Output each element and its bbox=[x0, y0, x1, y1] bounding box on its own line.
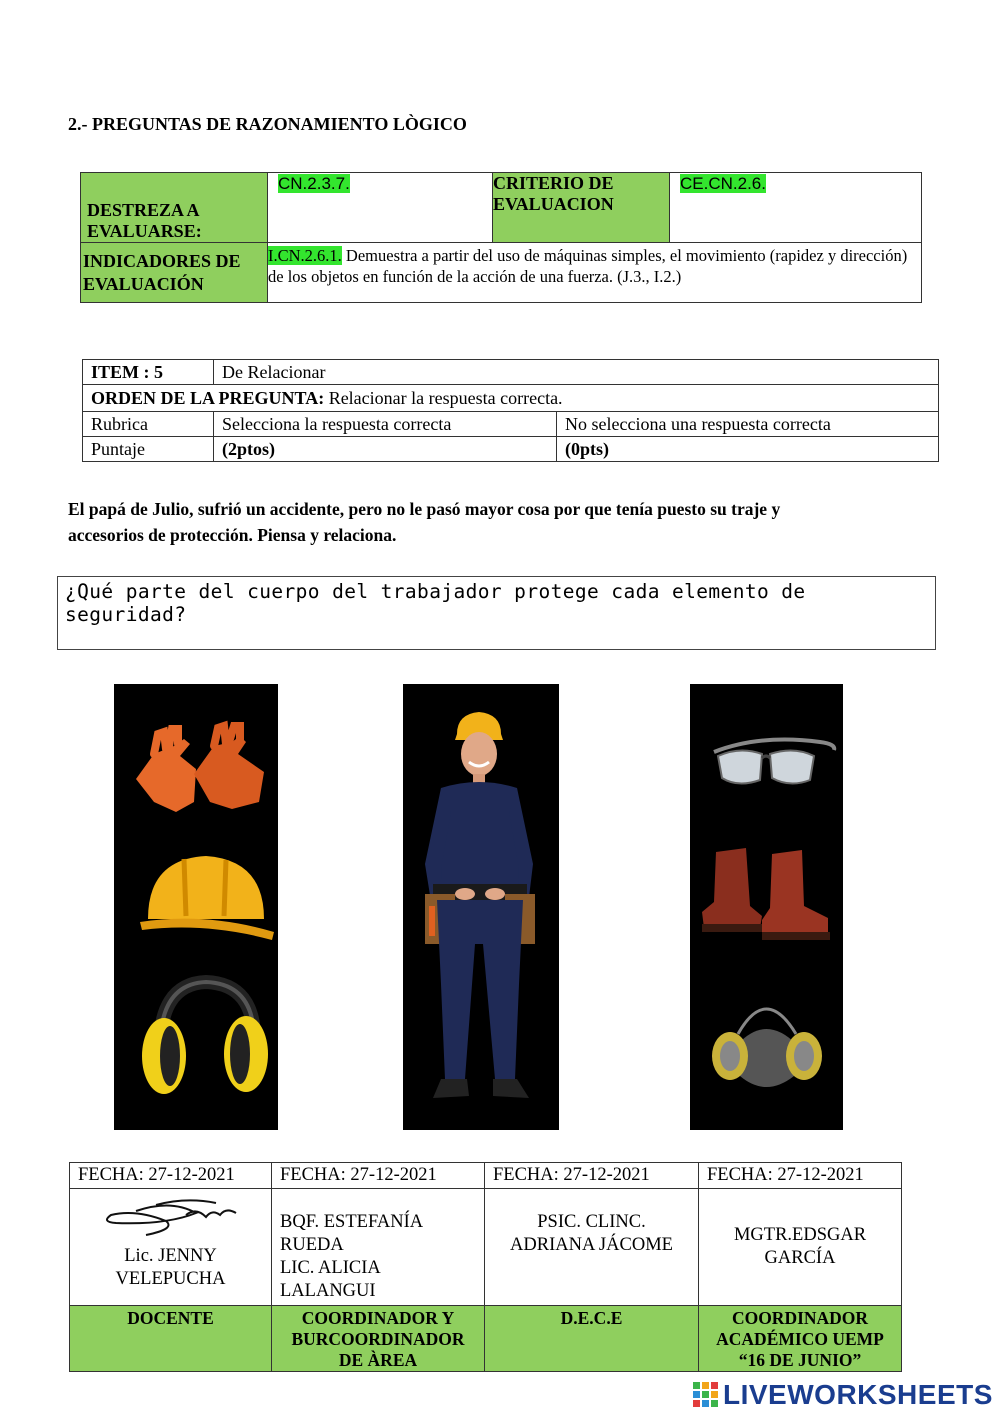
criterio-code-cell bbox=[670, 173, 922, 243]
gloves-icon[interactable] bbox=[136, 726, 264, 812]
role-dece: D.E.C.E bbox=[485, 1306, 699, 1372]
left-image-panel[interactable] bbox=[114, 684, 278, 1130]
destreza-code-cell bbox=[268, 173, 493, 243]
handwritten-signature-icon bbox=[96, 1195, 246, 1243]
signature-name-coordinador-academico: MGTR.EDSGAR GARCÍA bbox=[699, 1189, 902, 1306]
puntaje-no: (0pts) bbox=[557, 437, 939, 462]
orden-text: Relacionar la respuesta correcta. bbox=[324, 387, 563, 408]
intro-text: El papá de Julio, sufrió un accidente, pero no le pasó mayor cosa por que tenía puesto su traje y accesorios de protección. Piensa y relaciona. bbox=[68, 499, 781, 545]
signature-name-coordinador-area: BQF. ESTEFANÍA RUEDA LIC. ALICIA LALANGUI bbox=[272, 1189, 485, 1306]
worker-icon[interactable] bbox=[403, 684, 559, 1130]
signature-table bbox=[69, 1162, 902, 1372]
hard-hat-icon[interactable] bbox=[140, 856, 274, 940]
orden-label: ORDEN DE LA PREGUNTA: bbox=[91, 387, 325, 408]
question-text: ¿Qué parte del cuerpo del trabajador protege cada elemento de seguridad? bbox=[65, 580, 806, 626]
question-box[interactable] bbox=[57, 576, 936, 650]
role-coordinador-academico: COORDINADOR ACADÉMICO UEMP “16 DE JUNIO” bbox=[699, 1306, 902, 1372]
fecha-dece: FECHA: 27-12-2021 bbox=[485, 1163, 699, 1189]
role-docente: DOCENTE bbox=[70, 1306, 272, 1372]
fecha-coordinador-academico: FECHA: 27-12-2021 bbox=[699, 1163, 902, 1189]
role-coordinador-area: COORDINADOR Y BURCOORDINADOR DE ÀREA bbox=[272, 1306, 485, 1372]
logo-grid-icon bbox=[693, 1382, 719, 1408]
right-image-panel[interactable] bbox=[690, 684, 843, 1130]
respirator-mask-icon[interactable] bbox=[712, 1009, 822, 1087]
safety-glasses-icon[interactable] bbox=[714, 740, 834, 784]
center-image-panel[interactable] bbox=[403, 684, 559, 1130]
fecha-coordinador-area: FECHA: 27-12-2021 bbox=[272, 1163, 485, 1189]
signature-name-docente: Lic. JENNY VELEPUCHA bbox=[115, 1246, 226, 1289]
fecha-docente: FECHA: 27-12-2021 bbox=[70, 1163, 272, 1189]
indicador-text: Demuestra a partir del uso de máquinas simples, el movimiento (rapidez y dirección) de los objetos en función de la acción de una fuerza. (J.3., I.2.) bbox=[268, 246, 908, 286]
logo-text: LIVEWORKSHEETS bbox=[723, 1379, 993, 1410]
puntaje-label: Puntaje bbox=[83, 437, 214, 462]
destreza-code: CN.2.3.7. bbox=[278, 174, 350, 193]
item-type: De Relacionar bbox=[214, 360, 939, 385]
rubrica-label: Rubrica bbox=[83, 412, 214, 437]
section-title: 2.- PREGUNTAS DE RAZONAMIENTO LÒGICO bbox=[68, 114, 467, 134]
item-label: ITEM : 5 bbox=[83, 360, 214, 385]
safety-boots-icon[interactable] bbox=[702, 848, 830, 940]
signature-name-dece: PSIC. CLINC. ADRIANA JÁCOME bbox=[485, 1189, 699, 1306]
item-table bbox=[82, 359, 939, 462]
signature-cell-docente bbox=[70, 1189, 272, 1306]
indicadores-label: INDICADORES DE EVALUACIÓN bbox=[81, 243, 268, 303]
puntaje-yes: (2ptos) bbox=[214, 437, 557, 462]
rubrica-yes: Selecciona la respuesta correcta bbox=[214, 412, 557, 437]
indicador-code: I.CN.2.6.1. bbox=[268, 246, 342, 265]
ear-muffs-icon[interactable] bbox=[142, 982, 268, 1094]
indicador-cell bbox=[268, 243, 922, 303]
evaluation-header-table bbox=[80, 172, 922, 303]
criterio-code: CE.CN.2.6. bbox=[680, 174, 766, 193]
orden-cell bbox=[83, 385, 939, 412]
destreza-label: DESTREZA A EVALUARSE: bbox=[81, 173, 268, 243]
rubrica-no: No selecciona una respuesta correcta bbox=[557, 412, 939, 437]
criterio-label: CRITERIO DE EVALUACION bbox=[493, 173, 670, 243]
